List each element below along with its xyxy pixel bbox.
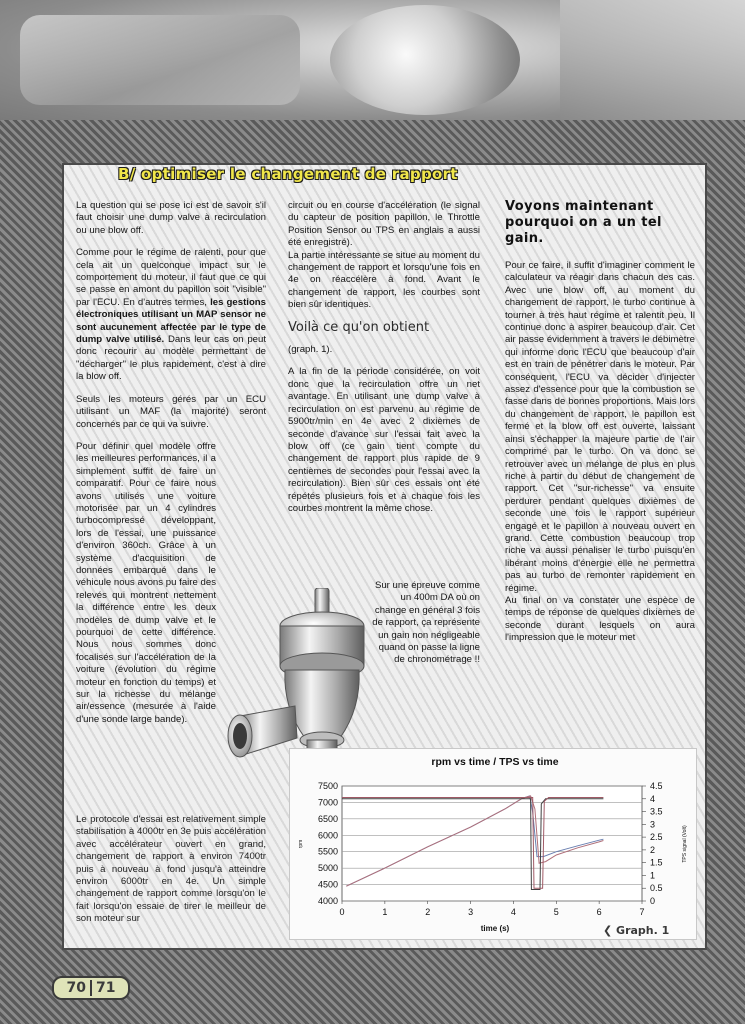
x-tick-label: 4 (510, 907, 516, 917)
paragraph: La question qui se pose ici est de savoir s'il faut choisir une dump valve à recirculation ou une blow off. (76, 200, 266, 236)
chart-ylabel: rpm (298, 839, 304, 849)
chart-plot-area (318, 781, 663, 917)
chart-svg (290, 749, 696, 939)
column-3-heading: Voyons maintenant pourquoi on a un tel gain. (505, 199, 662, 246)
blow-off-valve-closeup-image (330, 5, 520, 115)
paragraph: La partie intéressante se situe au moment du changement de rapport et lorsqu'une fois en 4e on réaccélère à fond. Avant le changement de rapport, les courbes sont bien sûr identiques. (288, 249, 480, 311)
x-tick-label: 7 (639, 907, 645, 917)
page-numbers (52, 976, 130, 1000)
engine-bay-image (20, 15, 300, 105)
rpm-tps-chart (289, 748, 697, 940)
x-tick-label: 3 (468, 907, 474, 917)
y-tick-label: 7500 (317, 781, 338, 791)
y2-tick-label: 4 (650, 793, 656, 804)
text-run: Comme pour le régime de ralenti, pour que cela ait un quelconque impact sur le comportement du moteur, il faut que ce qui se passe en amont du papillon soit "visible" par l'ECU. En d'autres termes, (76, 247, 266, 308)
header-photo (0, 0, 745, 120)
column-2-wrap (370, 580, 480, 667)
paragraph: Pour définir quel modèle offre les meilleures performances, il a simplement suffit de faire un comparatif. Pour ce faire nous avons utilisés une voiture motorisée par un 4 cylindres turbocompressé développant, lors de l'essai, une puissance d'environ 360ch. Grâce à un système d'acquisition de données embarqué dans le véhicule nous avons pu faire des relevés qui montrent nettement la différence entre les deux modèles de dump valve et le pourquoi de cette différence. Nous nous sommes donc focalisés sur l'accélération de la voiture (évolution du régime moteur en fonction du temps) et sur la richesse du mélange air/essence (mesurée à l'aide d'une sonde large bande). (76, 440, 216, 725)
page-number-left: 70 (66, 980, 86, 996)
paragraph: Au final on va constater une espèce de temps de réponse de quelques dixièmes de seconde durant lesquels on aura l'impression que le moteur met (505, 594, 695, 644)
x-tick-label: 6 (596, 907, 602, 917)
paragraph: Sur une épreuve comme un 400m DA où on change en général 3 fois de rapport, ça représente un gain non négligeable quand on passe la ligne de chronométrage !! (372, 580, 480, 666)
paragraph: Le protocole d'essai est relativement simple stabilisation à 4000tr en 3e puis accélération avec accélérateur ouvert en grand, changement de rapport à environ 7400tr puis à nouveau à fond jusqu'à atteindre environ 6000tr en 4e. Un simple changement de rapport comme lorsqu'on le fait lorsqu'on essaie de tirer le meilleur de son moteur sur (76, 814, 266, 925)
plot-frame (342, 786, 642, 901)
column-2 (288, 200, 480, 525)
y2-tick-label: 2 (650, 844, 656, 855)
y2-tick-label: 2.5 (650, 832, 663, 843)
column-3 (505, 260, 695, 645)
y-tick-label: 4000 (317, 896, 338, 906)
paragraph: circuit ou en course d'accélération (le signal du capteur de position papillon, le Throttle Position Sensor ou TPS en anglais a aussi été enregistré). (288, 200, 480, 249)
chart-xlabel: time (s) (480, 924, 510, 933)
engine-parts-image (560, 0, 745, 120)
text-run: Dans leur cas on peut donc recourir au modèle permettant de "décharger" le plus rapidement, c'est à dire la blow off. (76, 334, 266, 383)
graph-caption-text: Graph. 1 (616, 924, 670, 937)
x-tick-label: 1 (382, 907, 388, 917)
paragraph: A la fin de la période considérée, on voit donc que la recirculation offre un net avantage. En utilisant une dump valve à recirculation on est parvenu au régime de 5900tr/min en 4e avec 2 dixièmes de seconde d'avance sur l'essai fait avec la blow off (ce gain tient compte du changement de rapport plus rapide de 9 centièmes de secondes pour l'essai avec la recirculation). Bien sûr ces essais ont été répétés plusieurs fois et à chaque fois les courbes montrent la même chose. (288, 366, 480, 514)
y2-tick-label: 4.5 (650, 781, 663, 791)
section-heading: B/ optimiser le changement de rapport (118, 165, 458, 183)
bold-text: les gestions électroniques utilisant un MAP sensor ne sont aucunement affectée par le type de dump valve utilisé. (76, 296, 266, 346)
dump-valve-image (215, 588, 365, 773)
y2-tick-label: 3.5 (650, 806, 663, 817)
x-tick-label: 2 (425, 907, 431, 917)
y2-tick-label: 0 (650, 896, 656, 906)
column-1-bottom (76, 814, 266, 926)
graph-caption (603, 924, 669, 937)
subheading: Voilà ce qu'on obtient (288, 319, 430, 335)
x-tick-label: 0 (339, 907, 345, 917)
arrow-icon: ❮ (603, 924, 617, 937)
y2-tick-label: 1 (650, 870, 656, 881)
y-tick-label: 6000 (317, 830, 338, 841)
paragraph: Seuls les moteurs gérés par un ECU utilisant un MAF (la majorité) seront concernés par ce qui va suivre. (76, 393, 266, 430)
y-tick-label: 5500 (317, 846, 338, 857)
y-tick-label: 5000 (317, 863, 338, 874)
paragraph: Pour ce faire, il suffit d'imaginer comment le calculateur va réagir dans chacun des cas. Avec une blow off, au moment du changement de rapport, le turbo continue à tourner à très haut régime et ralentit peu. Il continue donc à aspirer beaucoup d'air. Cet air passe évidemment à travers le débimètre qui informe donc l'ECU que beaucoup d'air est en train de pénétrer dans le moteur. Par conséquent, l'ECU va décider d'injecter assez d'essence pour que la combustion se fasse dans de bonnes proportions. Mais lors du changement de rapport, le papillon est fermé et la blow off est ouverte, laissant ainsi s'échapper la majeure partie de l'air comprimé par le turbo. On va donc se retrouver avec un mélange de plus en plus riche à partir du début de changement de rapport. Cet "sur-richesse" va ensuite perdurer pendant quelques dixièmes de seconde une fois le rapport supérieur engagé et le papillon à nouveau ouvert en grand. Cette combustion beaucoup trop riche va aussi pénaliser le turbo puisqu'en libérant moins d'énergie elle ne permettra pas au turbo de remonter rapidement en régime. (505, 260, 695, 594)
y2-tick-label: 0.5 (650, 883, 663, 894)
y-tick-label: 6500 (317, 813, 338, 824)
y-tick-label: 4500 (317, 879, 338, 890)
graph-reference: (graph. 1). (288, 344, 333, 356)
chart-y2label: TPS signal (Volt) (682, 825, 688, 863)
x-tick-label: 5 (553, 907, 559, 917)
y2-tick-label: 1.5 (650, 857, 663, 868)
y-tick-label: 7000 (317, 797, 338, 808)
chart-title: rpm vs time / TPS vs time (431, 756, 559, 768)
page-number-right: 71 (96, 980, 116, 996)
paragraph (76, 247, 266, 383)
y2-tick-label: 3 (650, 819, 656, 830)
page-number-divider (90, 980, 92, 996)
